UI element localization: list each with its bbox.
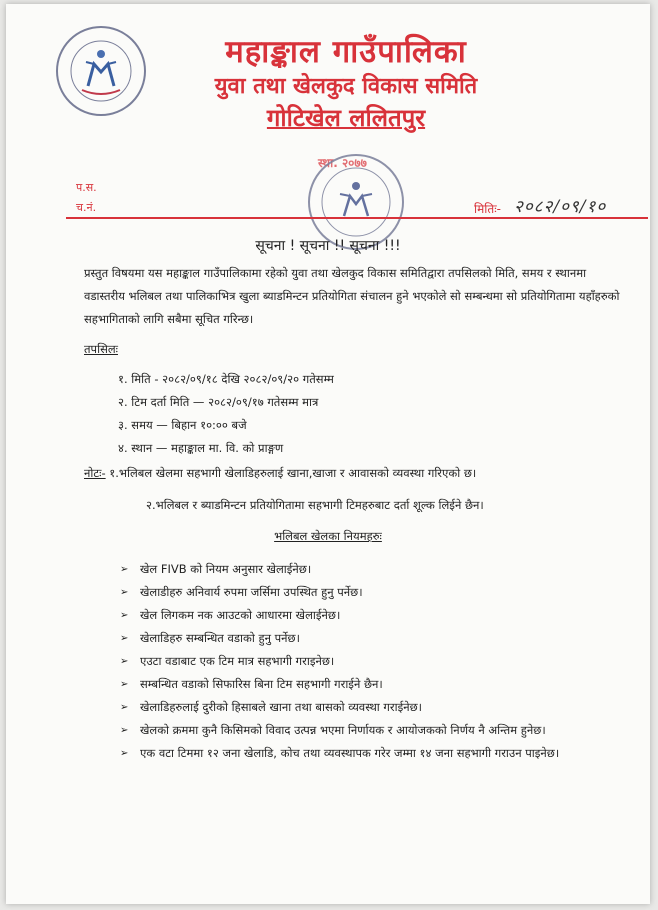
rules-list	[120, 558, 640, 765]
letterhead	[156, 32, 536, 134]
detail-item: ३. समय — बिहान १०:०० बजे	[118, 418, 247, 432]
arrow-bullet-icon: ➢	[120, 564, 129, 575]
organization-seal	[56, 26, 146, 116]
note-2: २.भलिबल र ब्याडमिन्टन प्रतियोगितामा सहभागी टिमहरुबाट दर्ता शूल्क लिईने छैन।	[146, 498, 484, 512]
arrow-bullet-icon: ➢	[120, 656, 129, 667]
rule-item: ➢ सम्बन्धित वडाको सिफारिस बिना टिम सहभागी गराईने छैन।	[120, 673, 640, 696]
dispatch-number-label: च.नं.	[76, 201, 97, 214]
details-list	[118, 368, 334, 460]
rule-item: ➢ खेल लिगकम नक आउटको आधारमा खेलाईनेछ।	[120, 604, 640, 627]
rule-item: ➢ खेलको क्रममा कुनै किसिमको विवाद उत्पन्न भएमा निर्णायक र आयोजकको निर्णय नै अन्तिम हुनेछ।	[120, 719, 640, 742]
arrow-bullet-icon: ➢	[120, 587, 129, 598]
intro-paragraph: प्रस्तुत विषयमा यस महाङ्काल गाउँपालिकामा रहेको युवा तथा खेलकुद विकास समितिद्वारा तपसिलको मिति, समय र स्थानमा वडास्तरीय भलिबल तथा पालिकाभित्र खुला ब्याडमिन्टन प्रतियोगिता संचालन हुने भएकोले सो सम्बन्धमा सो प्रतियोगितामा यहाँहरुको सहभागिताको लागि सबैमा सूचित गरिन्छ।	[84, 266, 620, 326]
established-year: स्था. २०७७	[318, 156, 367, 170]
rule-item: ➢ खेलाडीहरु अनिवार्य रुपमा जर्सिमा उपस्थित हुनु पर्नेछ।	[120, 581, 640, 604]
arrow-bullet-icon: ➢	[120, 610, 129, 621]
rule-item: ➢ खेल FIVB को नियम अनुसार खेलाईनेछ।	[120, 558, 640, 581]
date-label: मितिः-	[474, 202, 501, 216]
rule-item: ➢ एक वटा टिममा १२ जना खेलाडि, कोच तथा व्यवस्थापक गरेर जम्मा १४ जना सहभागी गराउन पाइनेछ।	[120, 742, 640, 765]
notice-sheet	[6, 4, 650, 904]
arrow-bullet-icon: ➢	[120, 633, 129, 644]
note-1	[84, 466, 476, 481]
municipality-name: महाङ्काल गाउँपालिका	[225, 34, 467, 70]
arrow-bullet-icon: ➢	[120, 702, 129, 713]
arrow-bullet-icon: ➢	[120, 679, 129, 690]
rule-item: ➢ खेलाडिहरुलाई दुरीको हिसाबले खाना तथा बासको व्यवस्था गराईनेछ।	[120, 696, 640, 719]
arrow-bullet-icon: ➢	[120, 725, 129, 736]
note-1-text: १.भलिबल खेलमा सहभागी खेलाडिहरुलाई खाना,खाजा र आवासको व्यवस्था गरिएको छ।	[105, 466, 477, 480]
rule-item: ➢ एउटा वडाबाट एक टिम मात्र सहभागी गराइनेछ।	[120, 650, 640, 673]
arrow-bullet-icon: ➢	[120, 748, 129, 759]
detail-item: १. मिति - २०८२/०९/१८ देखि २०८२/०९/२० गतेसम्म	[118, 372, 334, 386]
rules-heading: भलिबल खेलका नियमहरुः	[274, 529, 382, 543]
reference-number-label: प.स.	[76, 181, 97, 194]
details-heading: तपसिलः	[84, 342, 118, 356]
volleyball-players-emblem-icon	[58, 28, 144, 114]
detail-item: २. टिम दर्ता मिति — २०८२/०९/१७ गतेसम्म मात्र	[118, 395, 319, 409]
office-location: गोटिखेल ललितपुर	[266, 104, 426, 132]
note-label: नोटः-	[84, 466, 106, 480]
letterhead-divider	[66, 217, 648, 219]
notice-title: सूचना ! सूचना !! सूचना !!!	[255, 238, 401, 254]
detail-item: ४. स्थान — महाङ्काल मा. वि. को प्राङ्गण	[118, 441, 284, 455]
date-value: २०८२/०९/१०	[514, 197, 607, 217]
rule-item: ➢ खेलाडिहरु सम्बन्धित वडाको हुनु पर्नेछ।	[120, 627, 640, 650]
stamp-emblem-icon	[310, 156, 402, 248]
committee-name: युवा तथा खेलकुद विकास समिति	[214, 74, 478, 99]
